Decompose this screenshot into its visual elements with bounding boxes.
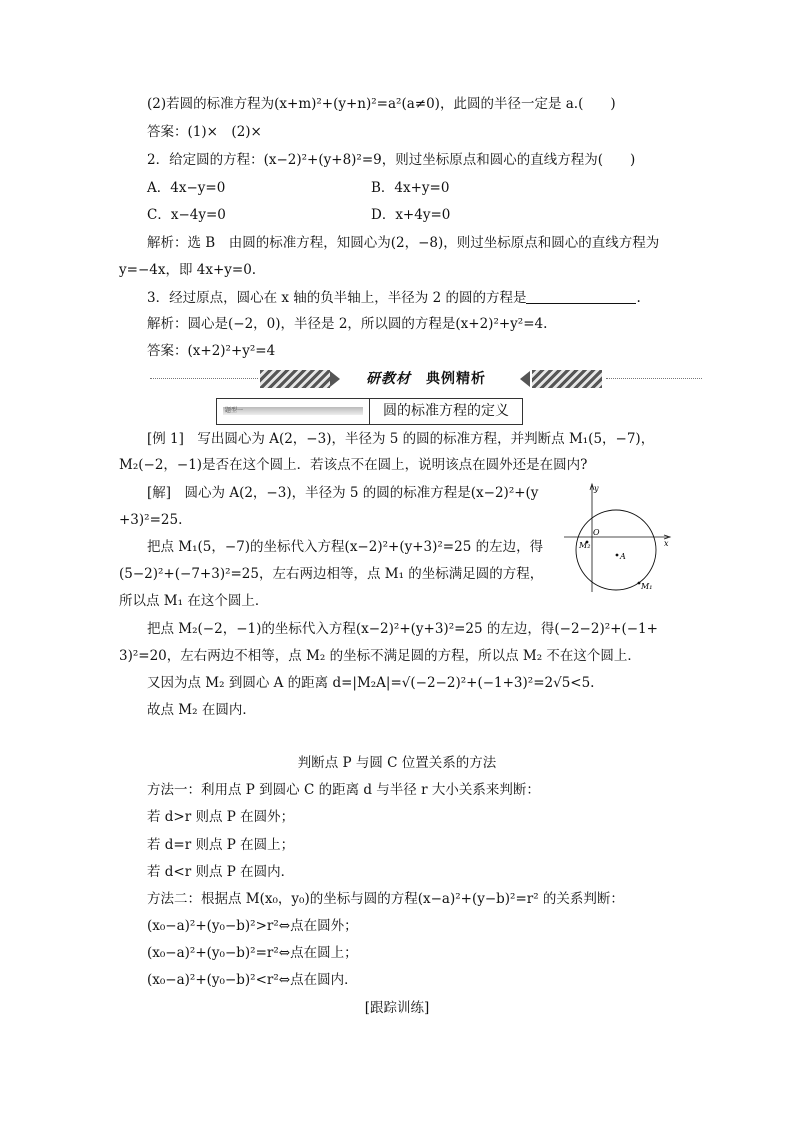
line-q2-statement: (2)若圆的标准方程为(x+m)²+(y+n)²=a²(a≠0)，此圆的半径一定是 a.( ) [147, 96, 616, 112]
point-a [616, 554, 619, 557]
topic-tag-text: 题型一 [225, 407, 244, 414]
option-b: B．4x+y=0 [371, 180, 450, 196]
topic-heading [216, 398, 523, 425]
x-axis-label: x [664, 539, 669, 548]
option-d: D．x+4y=0 [371, 207, 451, 223]
line-analysis-2b: y=−4x，即 4x+y=0. [119, 262, 257, 278]
line-analysis-3: 解析：圆心是(−2，0)，半径是 2，所以圆的方程是(x+2)²+y²=4. [147, 316, 548, 332]
method-two-case-inside: (x₀−a)²+(y₀−b)²<r²⇔点在圆内． [147, 972, 358, 988]
point-m1-label: M₁ [641, 582, 653, 591]
banner-label-b: 典例精析 [426, 371, 486, 387]
line-solution-1: [解] 圆心为 A(2，−3)，半径为 5 的圆的标准方程是(x−2)²+(y [147, 485, 539, 501]
method-two: 方法二：根据点 M(x₀，y₀)的坐标与圆的方程(x−a)²+(y−b)²=r² 的关系判断： [147, 891, 624, 907]
topic-tag [217, 399, 370, 424]
method-one-case-on: 若 d=r 则点 P 在圆上； [147, 837, 295, 853]
line-answer-3: 答案：(x+2)²+y²=4 [147, 343, 276, 359]
line-question-3 [147, 288, 641, 308]
y-axis-label: y [594, 484, 599, 493]
line-solution-7: 3)²=20，左右两边不相等，点 M₂ 的坐标不满足圆的方程，所以点 M₂ 不在这个圆上． [119, 648, 641, 664]
line-solution-2: +3)²=25. [119, 512, 183, 528]
line-answer-1: 答案：(1)× (2)× [147, 124, 262, 140]
line-analysis-2a: 解析：选 B 由圆的标准方程，知圆心为(2，−8)，则过坐标原点和圆心的直线方程为 [147, 235, 660, 251]
point-a-label: A [620, 552, 626, 561]
point-m2-label: M₂ [579, 541, 591, 550]
line-solution-4: (5−2)²+(−7+3)²=25，左右两边相等，点 M₁ 的坐标满足圆的方程， [119, 566, 544, 582]
answer-blank [526, 289, 636, 304]
line-example-1b: M₂(−2，−1)是否在这个圆上．若该点不在圆上，说明该点在圆外还是在圆内? [119, 457, 588, 473]
circle-diagram [560, 480, 675, 595]
line-question-2: 2．给定圆的方程：(x−2)²+(y+8)²=9，则过坐标原点和圆心的直线方程为( ) [147, 152, 636, 168]
circle [576, 510, 656, 590]
method-two-case-on: (x₀−a)²+(y₀−b)²=r²⇔点在圆上； [147, 945, 358, 961]
line-solution-5: 所以点 M₁ 在这个圆上． [119, 593, 269, 609]
line-solution-9: 故点 M₂ 在圆内． [147, 702, 256, 718]
method-one-case-inside: 若 d<r 则点 P 在圆内． [147, 864, 295, 880]
method-two-case-outside: (x₀−a)²+(y₀−b)²>r²⇔点在圆外； [147, 918, 358, 934]
point-m1 [638, 582, 641, 585]
banner-label-a: 研教材 [366, 371, 411, 387]
follow-up-training: [跟踪训练] [364, 1000, 430, 1016]
question-3-text: 3．经过原点，圆心在 x 轴的负半轴上，半径为 2 的圆的方程是 [147, 290, 527, 306]
option-a: A．4x−y=0 [147, 180, 226, 196]
topic-title: 圆的标准方程的定义 [383, 403, 509, 419]
line-solution-3: 把点 M₁(5，−7)的坐标代入方程(x−2)²+(y+3)²=25 的左边，得 [147, 539, 544, 555]
line-solution-6: 把点 M₂(−2，−1)的坐标代入方程(x−2)²+(y+3)²=25 的左边，得(−2−2)²+(−1+ [147, 621, 658, 637]
banner-label [358, 368, 494, 390]
option-c: C．x−4y=0 [147, 207, 226, 223]
method-title: 判断点 P 与圆 C 位置关系的方法 [297, 755, 497, 771]
method-one-case-outside: 若 d>r 则点 P 在圆外； [147, 809, 295, 825]
section-banner [150, 368, 702, 390]
origin-label: O [593, 528, 600, 537]
question-3-end: . [636, 290, 641, 306]
line-example-1a: [例 1] 写出圆心为 A(2，−3)，半径为 5 的圆的标准方程，并判断点 M₁(5，−7)， [147, 431, 655, 447]
line-solution-8: 又因为点 M₂ 到圆心 A 的距离 d=|M₂A|=√(−2−2)²+(−1+3)²=2√5<5. [147, 675, 595, 691]
method-one: 方法一：利用点 P 到圆心 C 的距离 d 与半径 r 大小关系来判断： [147, 782, 540, 798]
